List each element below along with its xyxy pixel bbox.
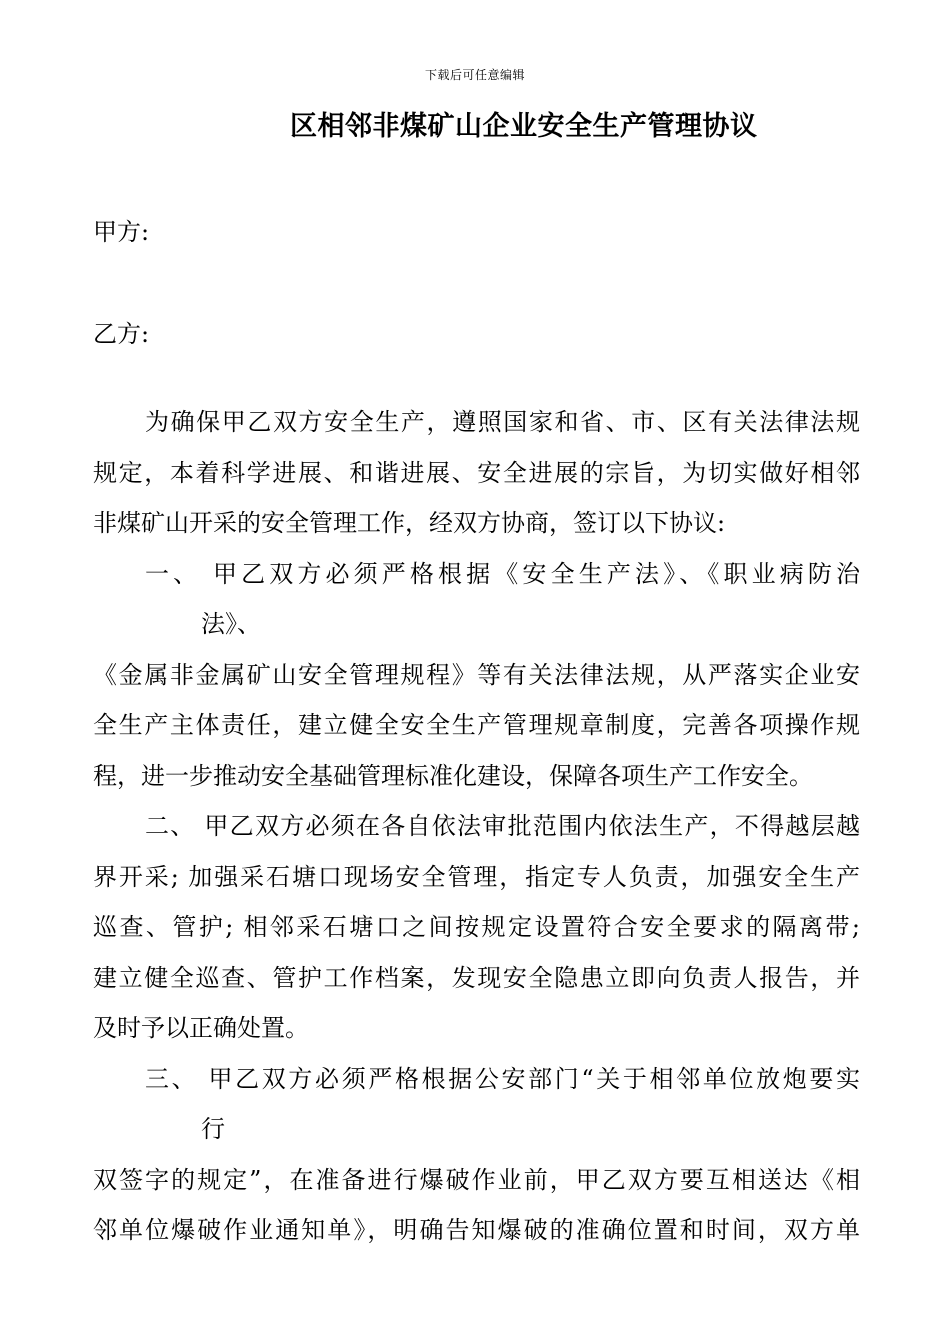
body-line: 及时予以正确处置。 — [93, 1014, 309, 1042]
body-line: 建立健全巡查、管护工作档案，发现安全隐患立即向负责人报告，并 — [93, 963, 860, 992]
body-line: 程，进一步推动安全基础管理标准化建设，保障各项生产工作安全。 — [93, 761, 813, 790]
clause-1-heading-cont: 法》、 — [201, 610, 261, 638]
body-line: 为确保甲乙双方安全生产，遵照国家和省、市、区有关法律法规 — [145, 408, 860, 436]
clause-3-heading: 三、 甲乙双方必须严格根据公安部门“关于相邻单位放炮要实 — [145, 1064, 860, 1093]
agreement-body — [93, 397, 860, 1256]
document-title: 区相邻非煤矿山企业安全生产管理协议 — [290, 111, 758, 142]
body-line: 界开采; 加强采石塘口现场安全管理，指定专人负责，加强安全生产 — [93, 862, 860, 891]
body-line: 巡查、管护; 相邻采石塘口之间按规定设置符合安全要求的隔离带; — [93, 913, 860, 941]
header-note: 下载后可任意编辑 — [424, 68, 525, 82]
body-line: 规定，本着科学进展、和谐进展、安全进展的宗旨，为切实做好相邻 — [93, 458, 860, 487]
party-b-label: 乙方: — [93, 320, 150, 348]
clause-1-heading: 一、 甲乙双方必须严格根据《安全生产法》、《职业病防治 — [145, 559, 860, 588]
body-line: 《金属非金属矿山安全管理规程》等有关法律法规，从严落实企业安 — [93, 660, 860, 689]
body-line: 邻单位爆破作业通知单》，明确告知爆破的准确位置和时间，双方单 — [93, 1216, 860, 1244]
clause-2-heading: 二、 甲乙双方必须在各自依法审批范围内依法生产，不得越层越 — [145, 812, 860, 840]
body-line: 非煤矿山开采的安全管理工作，经双方协商，签订以下协议: — [93, 509, 726, 537]
body-line: 双签字的规定”，在准备进行爆破作业前，甲乙双方要互相送达《相 — [93, 1165, 860, 1194]
clause-3-heading-cont: 行 — [201, 1115, 225, 1143]
party-a-label: 甲方: — [93, 218, 150, 246]
body-line: 全生产主体责任，建立健全安全生产管理规章制度，完善各项操作规 — [93, 711, 860, 739]
